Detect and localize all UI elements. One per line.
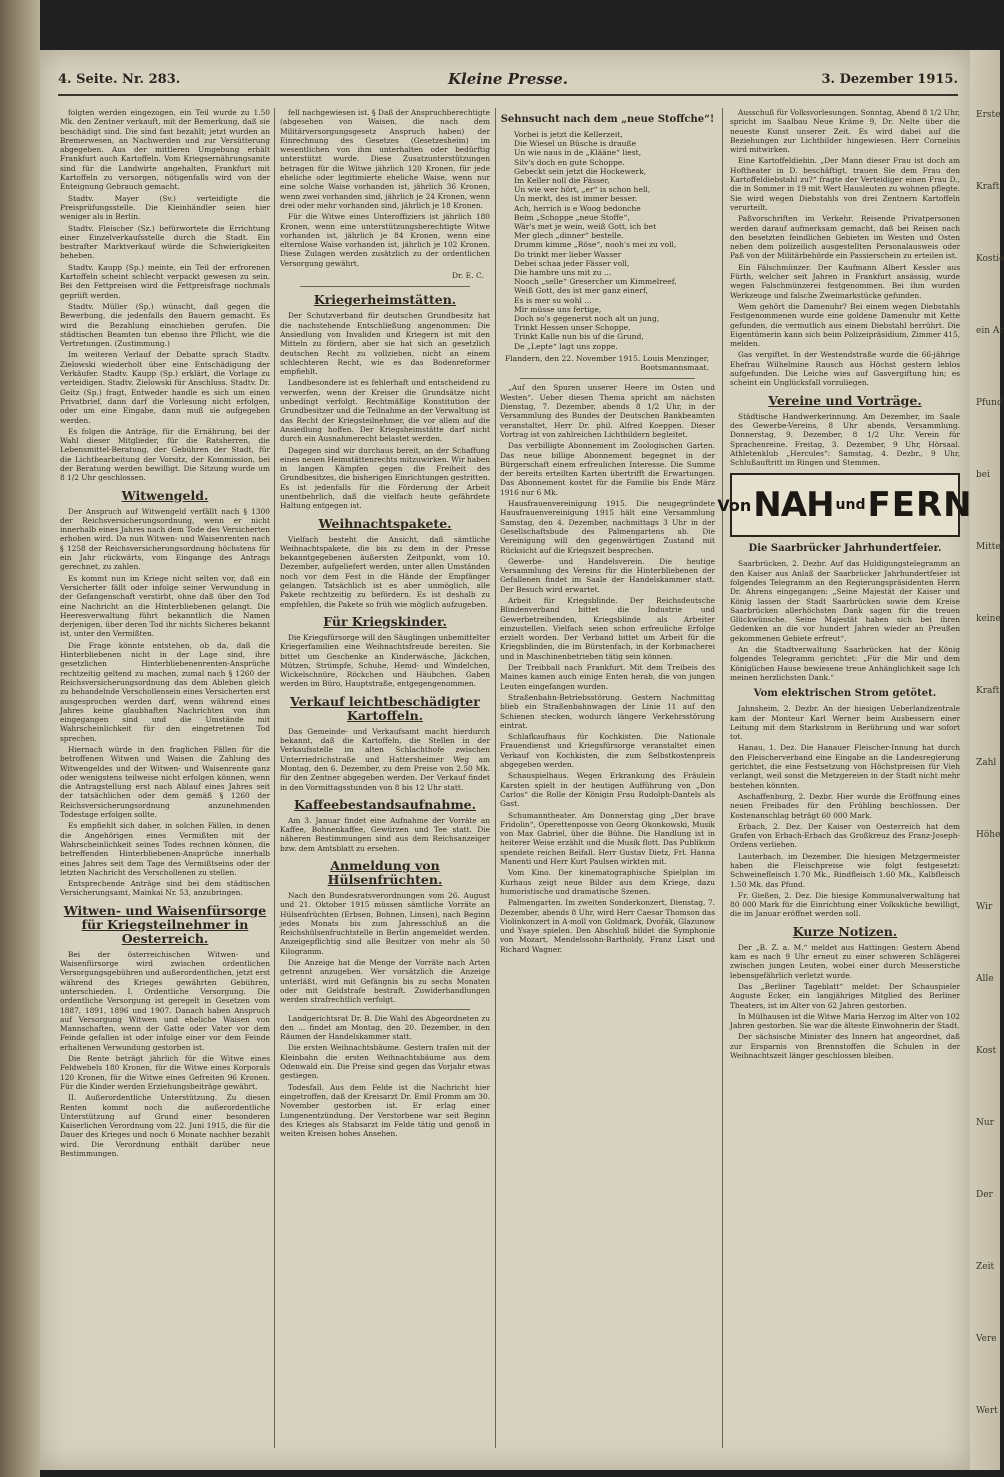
article-paragraph: Landbesondere ist es fehlerhaft und entscheidend zu verwerfen, wenn der Kreiser die Grundsätze nicht unbedingt verfolgt. Rechtmäßige Konstitution der Grundbesitzer und die Teilnahme an der Verwaltung ist das Recht der Kriegsteilnehmer, die vor allem auf die Ansiedlung hoffen. Der Kriegsheimstätte darf nicht durch ein Ausnahmerecht belastet werden. — [280, 378, 490, 444]
poem-line: Do trinkt mer lieber Wasser — [514, 249, 622, 259]
next-page-fragment: Wir — [976, 902, 993, 912]
poem-line: Im Keller noll die Fässer, — [514, 176, 610, 186]
poem-line: Silv's doch en gute Schoppe. — [514, 157, 625, 167]
poem-line: Doch so's gegenerst noch alt un jung, — [514, 314, 660, 324]
author-signature: Dr. E. C. — [451, 271, 484, 281]
poem-line: Nooch „selle“ Gresercher um Kimmelreef, — [514, 277, 677, 287]
next-page-fragment: Kraft — [976, 182, 1000, 192]
next-page-fragment: Alle — [976, 974, 994, 984]
poem-line: Trinkt Kalle nun bis uf die Grund, — [514, 332, 644, 342]
issue-date: 3. Dezember 1915. — [821, 72, 958, 87]
article-paragraph: Städtische Handwerkerinnung. Am Dezember, im Saale des Gewerbe-Vereins, 8 Uhr abends, Versammlung. Donnerstag, 9. Dezember, 8 1/2 Uhr. Verein für Sprachenreine. Freitag, 3. Dezember, 9 Uhr, Hörsaal. Athletenklub „Hercules“: Samstag, 4. Dezbr., 9 Uhr, Schlußauftritt im Ringen und Stemmen. — [730, 411, 960, 468]
divider — [300, 286, 470, 287]
banner-von: Von — [717, 495, 752, 515]
article-paragraph: Erbach, 2. Dez. Der Kaiser von Oesterreich hat dem Grafen von Erbach-Erbach das Großkreuz des Franz-Joseph-Ordens verliehen. — [730, 821, 960, 850]
page-label: 4. Seite. Nr. 283. — [58, 72, 181, 87]
next-page-fragment: Erste — [976, 110, 1001, 120]
poem-line: Vorbei is jetzt die Kellerzeit, — [514, 130, 623, 139]
article-paragraph: Dagegen sind wir durchaus bereit, an der Schaffung eines neuen Heimstättenrechts mitzuwirken. Wir haben in langen Kämpfen gegen die Freiheit des Grundbesitzes, die bisherigen Einrichtungen gestritten. Es ist jedenfalls für die Förderung der Arbeit unentbehrlich, daß die vielfach heute gefährdete Haltung entgegen ist. — [280, 445, 491, 511]
article-paragraph: Paßvorschriften im Verkehr. Reisende Privatpersonen werden darauf aufmerksam gemacht, daß bei Reisen nach den besetzten feindlichen Gebieten im Westen und Osten neben dem polizeilich ausgestellten Personalausweis oder Paß von der Militärbehörde ein Passierschein zu erteilen ist. — [730, 214, 960, 261]
next-page-fragment: Der — [976, 1190, 993, 1200]
article-paragraph: Es kommt nun im Kriege nicht selten vor, daß ein Versicherter fällt oder infolge seiner Verwundung in der Gefangenschaft verstirbt, ohne daß über den Tod eine Nachricht an die Hinterbliebenen gelangt. Die Heeresverwaltung führt bekanntlich die Namen derjenigen, über deren Tod ihr nichts Sicheres bekannt ist, unter den Vermißten. — [60, 573, 270, 639]
article-paragraph: Stadtv. Müller (Sp.) wünscht, daß gegen die Bewerbung, die jedenfalls den Bauern gemacht. Es wird die Bezahlung einschieben gerufen. Die städtischen Beamten tun ebenso ihre Pflicht, wie die Vertretungen. (Zustimmung.) — [60, 301, 270, 349]
headline-kartoffeln: Verkauf leichtbeschädigter Kartoffeln. — [290, 693, 480, 723]
article-paragraph: An die Stadtverwaltung Saarbrücken hat der König folgendes Telegramm gerichtet: „Für die Mir und dem Königlichen Hause bewiesene treue Anhänglichkeit sage Ich meinen herzlichsten Dank.“ — [730, 645, 960, 682]
article-paragraph: In Mülhausen ist die Witwe Maria Herzog im Alter von 102 Jahren gestorben. Sie war die älteste Einwohnerin der Stadt. — [730, 1011, 960, 1031]
next-page-fragment: Kost — [976, 1046, 997, 1056]
article-paragraph: Das „Berliner Tageblatt“ meldet: Der Schauspieler Auguste Ecker, ein langjähriges Mitglied des Berliner Theaters, ist im Alter von 62 Jahren gestorben. — [730, 981, 960, 1010]
article-paragraph: Das Gemeinde- und Verkaufsamt macht hierdurch bekannt, daß die Kartoffeln, die Stellen in der Verkaufsstelle im alten Schlachthofe zwischen Unterriedrichstraße und Hattersheimer Weg am Montag, den 6. Dezember, zu dem Preise von 2.50 Mk. für den Zentner abgegeben werden. Der Verkauf findet in den Vormittagsstunden von 8 bis 12 Uhr statt. — [280, 726, 490, 792]
article-paragraph: Wem gehört die Damenuhr? Bei einem wegen Diebstahls Festgenommenen wurde eine goldene Damenuhr mit Kette gefunden, die vermutlich aus einem Diebstahl herrührt. Die Eigentümerin kann sich beim Polizeipräsidium, Zimmer 415, melden. — [730, 301, 960, 349]
von-nah-und-fern-banner — [717, 473, 973, 537]
column-4 — [717, 108, 973, 1453]
headline-kriegskinder: Für Kriegskinder. — [323, 613, 447, 629]
poem — [500, 130, 715, 351]
article-paragraph: fell nachgewiesen ist. § Daß der Anspruchberechtigte (abgesehen von Waisen, die nach dem Militärversorgungsgesetz Anspruch haben) der Einrechnung des Gesetzes (Gesetzesheim) im wesentlichen von ihm unterhalten oder bedürftig unterstützt wurde. Diese Zusatzunterstützungen betragen für die Witwe jährlich 120 Kronen, für jede eheliche oder legitimierte eheliche Waise, wenn nur eine solche Waise vorhanden ist, jährlich 36 Kronen, wenn zwei vorhanden sind, jährlich je 24 Kronen, wenn drei oder mehr vorhanden sind, jährlich je 18 Kronen. — [280, 108, 490, 210]
poem-line: Un merkt, des ist immer besser. — [514, 194, 638, 204]
next-page-fragment: Kostie — [976, 254, 1004, 264]
article-paragraph: Entsprechende Anträge sind bei dem städtischen Versicherungsamt, Mainkai Nr. 53, anzubringen. — [60, 879, 270, 898]
article-paragraph: Schumanntheater. Am Donnerstag ging „Der brave Fridolin“, Operettenposse von Georg Okonkowski, Musik von Max Gabriel, über die Bühne. Die Handlung ist in heiterer Weise erzählt und die Musik flott. Das Publikum spendete reichen Beifall. Herr Gustav Dietz, Frl. Hanna Manenti und Herr Kurt Paulsen wirkten mit. — [500, 810, 715, 867]
article-paragraph: Am 3. Januar findet eine Aufnahme der Vorräte an Kaffee, Bohnenkaffee, Gewürzen und Tee statt. Die näheren Bestimmungen sind aus dem Reichsanzeiger bzw. dem Amtsblatt zu ersehen. — [280, 815, 490, 853]
next-page-fragment: Nur — [976, 1118, 994, 1128]
headline-strom: Vom elektrischen Strom getötet. — [753, 688, 937, 700]
article-paragraph: Straßenbahn-Betriebsstörung. Gestern Nachmittag blieb ein Straßenbahnwagen der Linie 11 auf den Schienen stecken, wodurch längere Verkehrsstörung eintrat. — [500, 692, 715, 730]
article-paragraph: Vom Kino. Der kinematographische Spielplan im Kurhaus zeigt neue Bilder aus dem Kriege, dazu humoristische und dramatische Szenen. — [500, 868, 715, 896]
column-rule — [495, 108, 496, 1448]
article-paragraph: Palmengarten. Im zweiten Sonderkonzert, Dienstag, 7. Dezember, abends 8 Uhr, wird Herr Caesar Thomson das Violinkonzert in A-moll von Goldmark, Dvořák, Glazunow und Ysaye spielen. Den Abschluß bildet die Symphonie von Mozart, Mendelssohn-Bartholdy, Franz Liszt und Richard Wagner. — [500, 898, 715, 954]
article-paragraph: Die Anzeige hat die Menge der Vorräte nach Arten getrennt anzugeben. Wer vorsätzlich die Anzeige unterläßt, wird mit Gefängnis bis zu sechs Monaten oder mit Geldstrafe bestraft. Zuwiderhandlungen werden strafrechtlich verfolgt. — [280, 958, 490, 1005]
next-page-fragment: Zeit — [976, 1262, 995, 1272]
article-paragraph: Im weiteren Verlauf der Debatte sprach Stadtv. Zielowski wiederholt über eine Entschädigung der Verkäufer. Stadtv. Kaupp (Sp.) erklärt, die Vorlage zu verteidigen. Stadtv. Zielowski für Anschluss. Stadtv. Dr. Geitz (Sp.) fragt, Entweder handle es sich um einen Privatbrief, dann darf die Vorlesung nicht erfolgen, oder um eine Eingabe, dann muß sie aufgegeben werden. — [60, 350, 270, 425]
next-page-fragment: Vere — [976, 1334, 997, 1344]
column-rule — [274, 108, 275, 1448]
headline-weihnachtspakete: Weihnachtspakete. — [318, 515, 452, 531]
article-paragraph: Die ersten Weihnachtsbäume. Gestern trafen mit der Kleinbahn die ersten Weihnachtsbäume aus dem Odenwald ein. Die Preise sind gegen das Vorjahr etwas gestiegen. — [280, 1043, 490, 1081]
headline-huelsenfruechte: Anmeldung von Hülsenfrüchten. — [327, 858, 443, 887]
article-paragraph: Arbeit für Kriegsblinde. Der Reichsdeutsche Blindenverband bittet die Industrie und Gewerbetreibenden, Kriegsblinde als Arbeiter einzustellen. Vielfach seien schon erfreuliche Erfolge erzielt worden. Der Verband bittet um Arbeit für die Kriegsblinden, die im Bürstenfach, in der Korbmacherei und in Maschinenbetrieben tätig sein können. — [500, 596, 715, 661]
article-paragraph: Eine Kartoffeldiebin. „Der Mann dieser Frau ist doch am Hoftheater in D. beschäftigt, trauen Sie dem Frau den Kartoffeldiebstahl zu?“ fragte der Verteidiger einen Frau D., die in Sommer in 19 mit Wert Hausleuten zu wohnen pflegte. Sie wird wegen Diebstahls von drei Zentnern Kartoffeln verurteilt. — [730, 156, 960, 212]
article-paragraph: Ausschuß für Volksvorlesungen. Sonntag, Abend 8 1/2 Uhr, spricht im Saalbau Neue Kräme 9, Dr. Nelte über die neueste Kunst unserer Zeit. Es wird dabei auf die Beziehungen zur Lichtbilder hingewiesen. Herr Cornelius wird mitwirken. — [730, 108, 960, 155]
masthead — [58, 68, 958, 96]
article-paragraph: Der „B. Z. a. M.“ meldet aus Hattingen: Gestern Abend kam es nach 9 Uhr erneut zu einer schweren Schlägerei zwischen jungen Leuten, wobei einer durch Messerstiche lebensgefährlich verletzt wurde. — [730, 942, 960, 980]
article-paragraph: Der Schutzverband für deutschen Grundbesitz hat die nachstehende Entschließung angenommen: Die Ansiedlung von Invaliden und Kriegern ist mit den Mitteln zu fördern, aber sie hat sich an gesetzlich deutschen Recht zu vollziehen, nicht an einem schlechteren Recht, wie es das Bodenreformer empfiehlt. — [280, 311, 490, 377]
article-paragraph: Es empfiehlt sich daher, in solchen Fällen, in denen die Angehörigen eines Vermißten mit der Wahrscheinlichkeit seines Todes rechnen können, die betreffenden Hinterbliebenen-Ansprüche innerhalb eines Jahres seit dem Tage des Vermißtseins oder der letzten Nachricht des Verschollenen zu stellen. — [60, 821, 270, 877]
banner-und: und — [835, 496, 866, 513]
scan-top-border — [40, 0, 1000, 50]
article-paragraph: Das verbilligte Abonnement im Zoologischen Garten. Das neue billige Abonnement begegnet in der Bürgerschaft einem erfreulichen Interesse. Die Summe der bereits erteilten Karten übertrifft die Erwartungen. Das Abonnement kostet für die Familie bis Ende März 1916 nur 6 Mk. — [500, 441, 715, 497]
poem-line: Beim „Schoppe „neue Stoffe“, — [514, 212, 630, 222]
column-rule — [722, 108, 723, 1448]
poem-line: Die Wiesel un Büsche is drauße — [514, 139, 637, 149]
article-paragraph: II. Außerordentliche Unterstützung. Zu diesen Renten kommt noch die außerordentliche Unterstützung auf Grund einer besonderen Kaiserlichen Verordnung vom 22. Juni 1915, die für die Dauer des Krieges und noch 6 Monate nachher bezahlt wird. Die Verordnung enthält darüber neue Bestimmungen. — [60, 1093, 270, 1158]
article-paragraph: Die Rente beträgt jährlich für die Witwe eines Feldwebels 180 Kronen, für die Witwe eines Korporals 120 Kronen, für die Witwe eines Gefreiten 96 Kronen. Für die Kinder werden Erziehungsbeiträge gewährt. — [60, 1054, 270, 1091]
banner-nah: NAH — [753, 484, 834, 525]
article-paragraph: Hanau, 1. Dez. Die Hanauer Fleischer-Innung hat durch den Fleischerverband eine Eingabe an die Landesregierung gerichtet, die eine Festsetzung von Höchstpreisen für Vieh verlangt, weil sonst die Metzgereien in der Stadt nicht mehr bestehen könnten. — [730, 743, 960, 790]
article-paragraph: „Auf den Spuren unserer Heere im Osten und Westen“. Ueber diesen Thema spricht am nächsten Dienstag, 7. Dezember, abends 8 1/2 Uhr, in der Versammlung des Bundes der Deutschen Bankbeamten veranstaltet, Herr Dr. phil. Alfred Koeppen. Dieser Vortrag ist von zahlreichen Lichtbildern begleitet. — [500, 383, 715, 439]
article-paragraph: Stadtv. Mayer (Sv.) verteidigte die Preisprüfungsstelle. Die Kleinhändler seien hier weniger als in Berlin. — [60, 193, 270, 222]
headline-witwengeld: Witwengeld. — [121, 487, 209, 503]
poem-line: Die hambre uns mit zu ... — [514, 268, 612, 278]
article-paragraph: Fr. Gießen, 2. Dez. Die hiesige Kommunalverwaltung hat 80 000 Mark für die Einrichtung einer Volksküche bewilligt, die im Januar eröffnet werden soll. — [730, 890, 960, 919]
poem-line: Gebeckt sein jetzt die Hockewerk, — [514, 166, 647, 176]
next-page-fragment: Kraft — [976, 686, 1000, 696]
poem-line: Un wie wer hört, „er“ is schon hell, — [514, 185, 651, 195]
headline-saarbruecken: Die Saarbrücker Jahrhundertfeier. — [748, 543, 942, 555]
poem-line: Debei schaa jeder Fässer voll, — [514, 258, 630, 268]
article-paragraph: Der Treibball nach Frankfurt. Mit dem Treibeis des Maines kamen auch einige Enten herab, die von jungen Leuten eingefangen wurden. — [500, 663, 715, 691]
next-page-fragment: ein Ar — [976, 326, 1004, 336]
article-paragraph: Der Anspruch auf Witwengeld verfällt nach § 1300 der Reichsversicherungsordnung, wenn er nicht innerhalb eines Jahres nach dem Tode des Versicherten erhoben wird. Da nun Witwen- und Waisenrenten nach § 1258 der Reichsversicherungsordnung höchstens für ein Jahr rückwärts, vom Eingange des Antrags gerechnet, zu zahlen. — [60, 506, 270, 572]
next-page-fragment: Mittel — [976, 542, 1004, 552]
poem-signature: Flandern, den 22. November 1915. Louis Menzinger, Bootsmannsmaat. — [504, 353, 709, 373]
poem-line: Mer glech „dinner“ bestelle. — [514, 231, 624, 241]
next-page-fragment: Zahl — [976, 758, 997, 768]
article-paragraph: Es folgen die Anträge, für die Ernährung, bei der Wahl dieser Mitglieder, für die Ratsherren, die Lebensmittel-Beratung, der Gebühren der Stadt, für die Lichtbearbeitung der Vorsitz, der Kommission, bei der Beratung werden bewilligt. Die Sitzung wurde um 8 1/2 Uhr geschlossen. — [60, 426, 270, 483]
book-binding — [0, 0, 40, 1477]
poem-line: Wär's met je wein, weiß Gott, ich bet — [514, 222, 657, 232]
article-paragraph: Todesfall. Aus dem Felde ist die Nachricht hier eingetroffen, daß der Kreisarzt Dr. Emil Fromm am 30. November gestorben ist. Er erlag einer Lungenentzündung. Der Verstorbene war seit Beginn des Krieges als Stabsarzt im Felde tätig und genoß in weiten Kreisen hohes Ansehen. — [280, 1082, 490, 1139]
divider — [520, 378, 695, 379]
article-paragraph: Hausfrauenvereinigung 1915. Die neugegründete Hausfrauenvereinigung 1915 hält eine Versammlung Samstag, den 4. Dezember, nachmittags 3 Uhr in der Gesellschaftsbude des Palmengartens ab. Die Vereinigung will den gegenwärtigen Zustand mit Rücksicht auf die Kriegszeit besprechen. — [500, 499, 715, 555]
article-paragraph: Landgerichtsrat Dr. B. Die Wahl des Abgeordneten zu den ... findet am Montag, den 20. Dezember, in den Räumen der Handelskammer statt. — [280, 1013, 490, 1042]
article-paragraph: Hiernach würde in den fraglichen Fällen für die betroffenen Witwen und Waisen die Zahlung des Witwengeldes und der Witwen- und Waisenrente ganz oder wenigstens teilweise nicht erfolgen können, wenn die Antragstellung erst nach Ablauf eines Jahres seit der tatsächlichen oder dem gemäß § 1260 der Reichsversicherungsordnung anzunehmenden Todestage erfolgen sollte. — [60, 745, 270, 820]
poem-line: Trinkt Hessen unser Schoppe, — [514, 323, 631, 333]
article-paragraph: Jahnsheim, 2. Dezbr. An der hiesigen Ueberlandzentrale kam der Monteur Karl Werner beim Ausbessern einer Leitung mit dem Starkstrom in Berührung und war sofort tot. — [730, 704, 960, 742]
banner-fern: FERN — [867, 484, 973, 525]
headline-kurze-notizen: Kurze Notizen. — [792, 923, 898, 939]
article-paragraph: Schlafkaufhaus für Kochkisten. Die Nationale Frauendienst und Kriegsfürsorge veranstaltet einen Verkauf von Kochkisten, die zum Selbstkostenpreis abgegeben werden. — [500, 732, 715, 770]
next-page-fragment: Höhe — [976, 830, 1001, 840]
article-paragraph: Lauterbach, im Dezember. Die hiesigen Metzgermeister haben die Fleischpreise wie folgt festgesetzt: Schweinefleisch 1.70 Mk., Rindfleisch 1.60 Mk., Kalbfleisch 1.50 Mk. das Pfund. — [730, 851, 960, 889]
article-paragraph: Ein Fälschmünzer. Der Kaufmann Albert Kessler aus Fürth, welcher seit Jahren in Frankfurt ansässig, wurde wegen Falschmünzerei festgenommen. Bei ihm wurden Werkzeuge und falsche Zweimarkstücke gefunden. — [730, 262, 960, 300]
newspaper-page — [40, 50, 973, 1470]
article-paragraph: Der sächsische Minister des Innern hat angeordnet, daß zur Ersparnis von Brennstoffen die Schulen in der Weihnachtszeit länger geschlossen bleiben. — [730, 1032, 960, 1061]
article-paragraph: Saarbrücken, 2. Dezbr. Auf das Huldigungstelegramm an den Kaiser aus Anlaß der Saarbrücker Jahrhundertfeier ist folgendes Telegramm an den Regierungspräsidenten Herrn Dr. Ahrens eingegangen: „Seine Majestät der Kaiser und König lassen der Stadt Saarbrücken sowie dem Kreise Saarbrücken allerhöchsten Dank sagen für die treuen Glückwünsche. Seine Majestät haben sich bei ihren Gedenken an die vor hundert Jahren wieder an Preußen gekommenen Gebiete erfreut“. — [730, 559, 960, 643]
headline-vereine: Vereine und Vorträge. — [768, 392, 922, 408]
article-paragraph: Stadtv. Kaupp (Sp.) meinte, ein Teil der erfrorenen Kartoffeln scheint schlecht verpackt gewesen zu sein. Bei den Fettpreisen wird die Fettpreisfrage nochmals geprüft werden. — [60, 262, 270, 300]
poem-line: Ach, herrich is e Woog bedonche — [514, 203, 641, 213]
article-paragraph: Gas vergiftet. In der Westendstraße wurde die 66-jährige Ehefrau Wilhelmine Rausch aus Höchst gestern leblos aufgefunden. Die Leiche wies auf Gasvergiftung hin; es scheint ein Unglücksfall vorzuliegen. — [730, 350, 960, 388]
divider — [300, 1009, 470, 1010]
article-paragraph: Die Frage könnte entstehen, ob da, daß die Hinterbliebenen nicht in der Lage sind, ihre gesetzlichen Hinterbliebenenrenten-Ansprüche rechtzeitig geltend zu machen, zumal nach § 1260 der Reichsversicherungsordnung das dem Ableben gleich zu behandelnde Verschollensein eines Versicherten erst ausgesprochen werden darf, wenn während eines Jahres keine glaubhaften Nachrichten von ihm eingegangen sind und die Umstände mit Wahrscheinlichkeit für den eingetretenen Tod sprechen. — [60, 640, 270, 743]
next-page-strip — [970, 50, 1004, 1470]
article-paragraph: Vielfach besteht die Ansicht, daß sämtliche Weihnachtspakete, die bis zu dem in der Presse bekanntgegebenen äußersten Zeitpunkt, vom 10. Dezember, aufgeliefert werden, unter allen Umständen noch vor dem Fest in die Hände der Empfänger gelangen. Tatsächlich ist es aber unmöglich, alle Pakete rechtzeitig zu befördern. Es ist deshalb zu empfehlen, die Pakete so früh wie möglich aufzugeben. — [280, 534, 490, 609]
poem-line: Drumm kimme „Röse“, nooh's mei zu voll, — [514, 240, 677, 250]
article-paragraph: folgten werden eingezogen, ein Teil wurde zu 1.50 Mk. den Zentner verkauft, mit der Bemerkung, daß sie beschädigt sind. Die sind fast bezahlt; jetzt wurden an Bremerwesen, an Nachwerden und zur Versütterung abgegeben. Aus der mittleren Umgebung erhält Frankfurt auch Kartoffeln. Vom Kriegsernährungsamte sind für die Landwirte angehalten, Frankfurt mit Kartoffeln zu versorgen, nötigenfalls wird von der Enteignung Gebrauch gemacht. — [60, 108, 270, 192]
next-page-fragment: keine — [976, 614, 1001, 624]
poem-line: Weiß Gott, des ist mer ganz einerf, — [514, 286, 648, 296]
headline-kaffee: Kaffeebestandsaufnahme. — [294, 796, 476, 812]
article-paragraph: Bei der österreichischen Witwen- und Waisenfürsorge wird zwischen ordentlichen Versorgungsgebühren und außerordentlichen, jetzt erst während des Krieges gewährten Gebühren, unterschieden. I. Ordentliche Versorgung. Die ordentliche Versorgung ist geregelt in Gesetzen vom 1887, 1891, 1896 und 1907. Danach haben Anspruch auf Versorgung Witwen und eheliche Waisen von Mannschaften, wenn der Gatte oder Vater vor dem Feinde gefallen ist oder infolge einer vor dem Feinde erhaltenen Verwundung gestorben ist. — [60, 949, 270, 1052]
article-paragraph: Nach den Bundesratsverordnungen vom 26. August und 21. Oktober 1915 müssen sämtliche Vorräte an Hülsenfrüchten (Erbsen, Bohnen, Linsen), nach Beginn jedes Monats bis zum Jahresschluß an die Reichshülsenfruchtstelle in Berlin angemeldet werden. Anzeigepflichtig sind alle Besitzer von mehr als 50 Kilogramm. — [280, 891, 490, 956]
next-page-fragment: Wert — [976, 1406, 998, 1416]
column-2 — [280, 108, 490, 1453]
column-3 — [500, 108, 715, 1453]
article-paragraph: Stadtv. Fleischer (Sz.) befürwortete die Errichtung einer Einzelverkaufsstelle durch die Stadt. Ein bestrafter Marktverkauf würde die Schwierigkeiten beheben. — [60, 223, 270, 261]
column-1 — [60, 108, 270, 1453]
headline-kriegerheimstaetten: Kriegerheimstätten. — [313, 292, 457, 308]
next-page-fragment: Pfund — [976, 398, 1003, 408]
poem-title: Sehnsucht nach dem „neue Stoffche“! — [500, 114, 715, 125]
poem-line: Mir müsse uns fertige, — [514, 304, 602, 314]
poem-line: Un wie naus in de „Klääne“ liest, — [514, 148, 642, 158]
article-paragraph: Schauspielhaus. Wegen Erkrankung des Fräulein Karsten spielt in der heutigen Aufführung von „Don Carlos“ die Rolle der Königin Frau Rudolph-Dantels als Gast. — [500, 771, 715, 809]
article-paragraph: Gewerbe- und Handelsverein. Die heutige Versammlung des Vereins für die Hinterbliebenen der Gefallenen findet im Saale der Handelskammer statt. Der Besuch wird erwartet. — [500, 556, 715, 594]
paper-name: Kleine Presse. — [447, 70, 569, 88]
poem-line: De „Lepte“ lagt uns zoppe. — [514, 341, 618, 351]
article-paragraph: Für die Witwe eines Unteroffiziers ist jährlich 180 Kronen, wenn eine unterstützungsberechtigte Witwe vorhanden ist, jährlich je 84 Kronen, wenn eine elternlose Waise vorhanden ist, jährlich je 102 Kronen. Diese Zulagen werden zusätzlich zu der ordentlichen Versorgung gewährt. — [280, 212, 490, 268]
poem-line: Es is mer su wohl ... — [514, 295, 592, 305]
headline-witwen-waisen: Witwen- und Waisenfürsorge für Kriegsteilnehmer in Oesterreich. — [63, 902, 267, 946]
next-page-fragment: bei — [976, 470, 990, 480]
article-paragraph: Die Kriegsfürsorge will den Säuglingen unbemittelter Kriegerfamilien eine Weihnachtsfreude bereiten. Sie bittet um Geschenke an Kinderwäsche, Jäckchen, Mützen, Strümpfe, Schuhe, Hemd- und Windelchen, Wickelschnüre, Röckchen und Häubchen. Gaben werden im Büro, Hauptstraße, entgegengenommen. — [280, 632, 490, 689]
article-paragraph: Aschaffenburg, 2. Dezbr. Hier wurde die Eröffnung eines neuen Freibades für den Frühling beschlossen. Der Kostenanschlag beträgt 60 000 Mark. — [730, 791, 960, 820]
